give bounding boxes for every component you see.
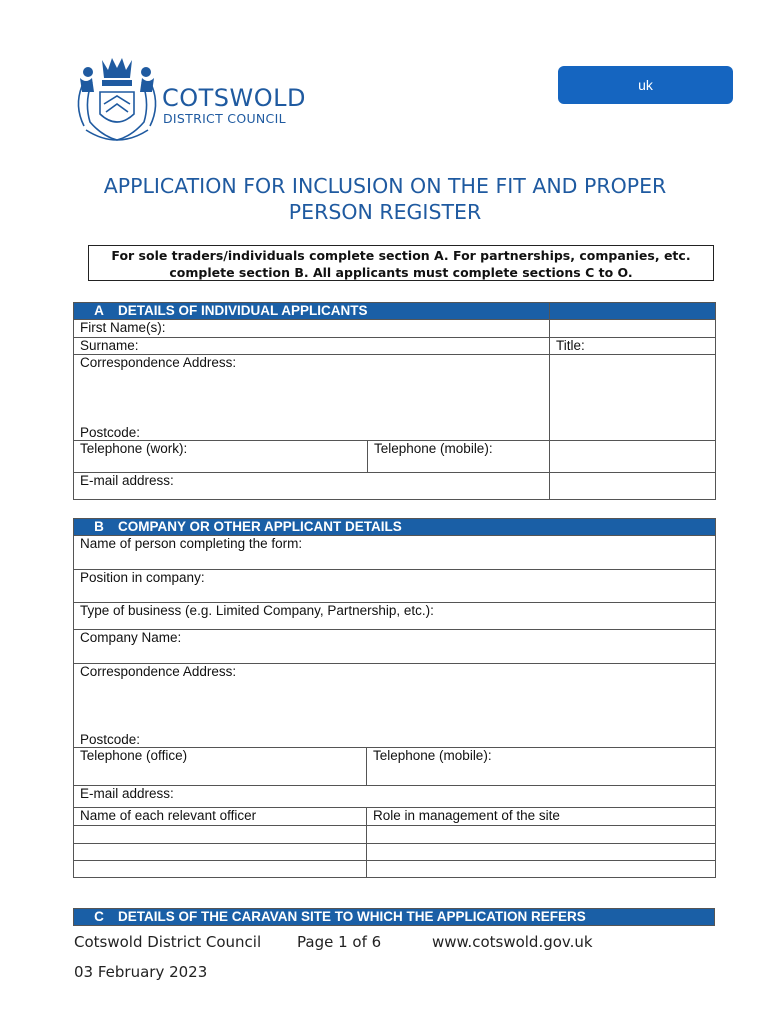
role-label: Role in management of the site <box>373 808 560 823</box>
company-address-label: Correspondence Address: <box>80 664 237 679</box>
role-column-header <box>367 808 716 826</box>
section-c-letter: C <box>94 909 104 924</box>
title-label: Title: <box>556 338 585 353</box>
instructions-line-2: complete section B. All applicants must complete sections C to O. <box>169 265 633 280</box>
telephone-mobile-field[interactable] <box>368 441 550 473</box>
person-completing-field[interactable] <box>74 536 716 570</box>
footer-org: Cotswold District Council <box>74 933 262 951</box>
section-c-table <box>73 908 715 926</box>
title-line-1: APPLICATION FOR INCLUSION ON THE FIT AND PROPER <box>103 174 667 198</box>
company-postcode-label: Postcode: <box>80 732 141 747</box>
title-line-2: PERSON REGISTER <box>288 200 482 224</box>
officer-name-cell[interactable] <box>74 826 367 844</box>
officer-role-cell[interactable] <box>367 844 716 861</box>
telephone-office-label: Telephone (office) <box>80 748 188 763</box>
instructions-line-1: For sole traders/individuals complete section A. For partnerships, companies, etc. <box>111 248 691 263</box>
footer-page: Page 1 of 6 <box>297 933 382 951</box>
telephone-office-field[interactable] <box>74 748 367 786</box>
email-field[interactable] <box>74 473 550 500</box>
surname-field[interactable] <box>74 338 550 355</box>
position-field[interactable] <box>74 570 716 603</box>
company-address-field[interactable] <box>74 664 716 748</box>
section-a-letter: A <box>94 303 104 318</box>
council-crest-logo <box>72 52 162 148</box>
section-a-heading: DETAILS OF INDIVIDUAL APPLICANTS <box>118 303 368 318</box>
officer-name-cell[interactable] <box>74 861 367 878</box>
section-b-heading: COMPANY OR OTHER APPLICANT DETAILS <box>118 519 402 534</box>
business-type-label: Type of business (e.g. Limited Company, Partnership, etc.): <box>80 603 434 618</box>
business-type-field[interactable] <box>74 603 716 630</box>
footer-date: 03 February 2023 <box>74 963 208 981</box>
uk-button[interactable]: uk <box>558 66 733 104</box>
surname-label: Surname: <box>80 338 139 353</box>
officer-role-cell[interactable] <box>367 826 716 844</box>
address-side-cell[interactable] <box>550 355 716 441</box>
address-label: Correspondence Address: <box>80 355 237 370</box>
position-label: Position in company: <box>80 570 205 585</box>
email-label: E-mail address: <box>80 473 174 488</box>
telephone-side-cell[interactable] <box>550 441 716 473</box>
telephone-work-field[interactable] <box>74 441 368 473</box>
section-a-header <box>74 303 716 320</box>
first-names-label: First Name(s): <box>80 320 166 335</box>
company-name-label: Company Name: <box>80 630 182 645</box>
company-email-label: E-mail address: <box>80 786 174 801</box>
section-c-heading: DETAILS OF THE CARAVAN SITE TO WHICH THE APPLICATION REFERS <box>118 909 586 924</box>
postcode-label: Postcode: <box>80 425 141 440</box>
officer-label: Name of each relevant officer <box>80 808 257 823</box>
telephone-work-label: Telephone (work): <box>80 441 188 456</box>
section-b-letter: B <box>94 519 104 534</box>
footer-url[interactable]: www.cotswold.gov.uk <box>432 933 593 951</box>
correspondence-address-field[interactable] <box>74 355 550 441</box>
telephone-mobile-label: Telephone (mobile): <box>374 441 493 456</box>
section-b-header <box>74 519 716 536</box>
org-name: COTSWOLD <box>162 84 307 112</box>
officer-name-cell[interactable] <box>74 844 367 861</box>
section-b-table <box>73 518 716 878</box>
title-field[interactable] <box>550 338 716 355</box>
first-names-field[interactable] <box>74 320 550 338</box>
company-telephone-mobile-field[interactable] <box>367 748 716 786</box>
company-name-field[interactable] <box>74 630 716 664</box>
page-title <box>60 173 710 225</box>
person-completing-label: Name of person completing the form: <box>80 536 303 551</box>
first-names-extra[interactable] <box>550 320 716 338</box>
officer-role-cell[interactable] <box>367 861 716 878</box>
section-c-header <box>74 909 715 926</box>
officer-column-header <box>74 808 367 826</box>
email-side-cell[interactable] <box>550 473 716 500</box>
section-a-table <box>73 302 716 500</box>
company-email-field[interactable] <box>74 786 716 808</box>
instructions-box <box>88 245 714 281</box>
org-subtitle: DISTRICT COUNCIL <box>163 111 286 126</box>
company-telephone-mobile-label: Telephone (mobile): <box>373 748 492 763</box>
